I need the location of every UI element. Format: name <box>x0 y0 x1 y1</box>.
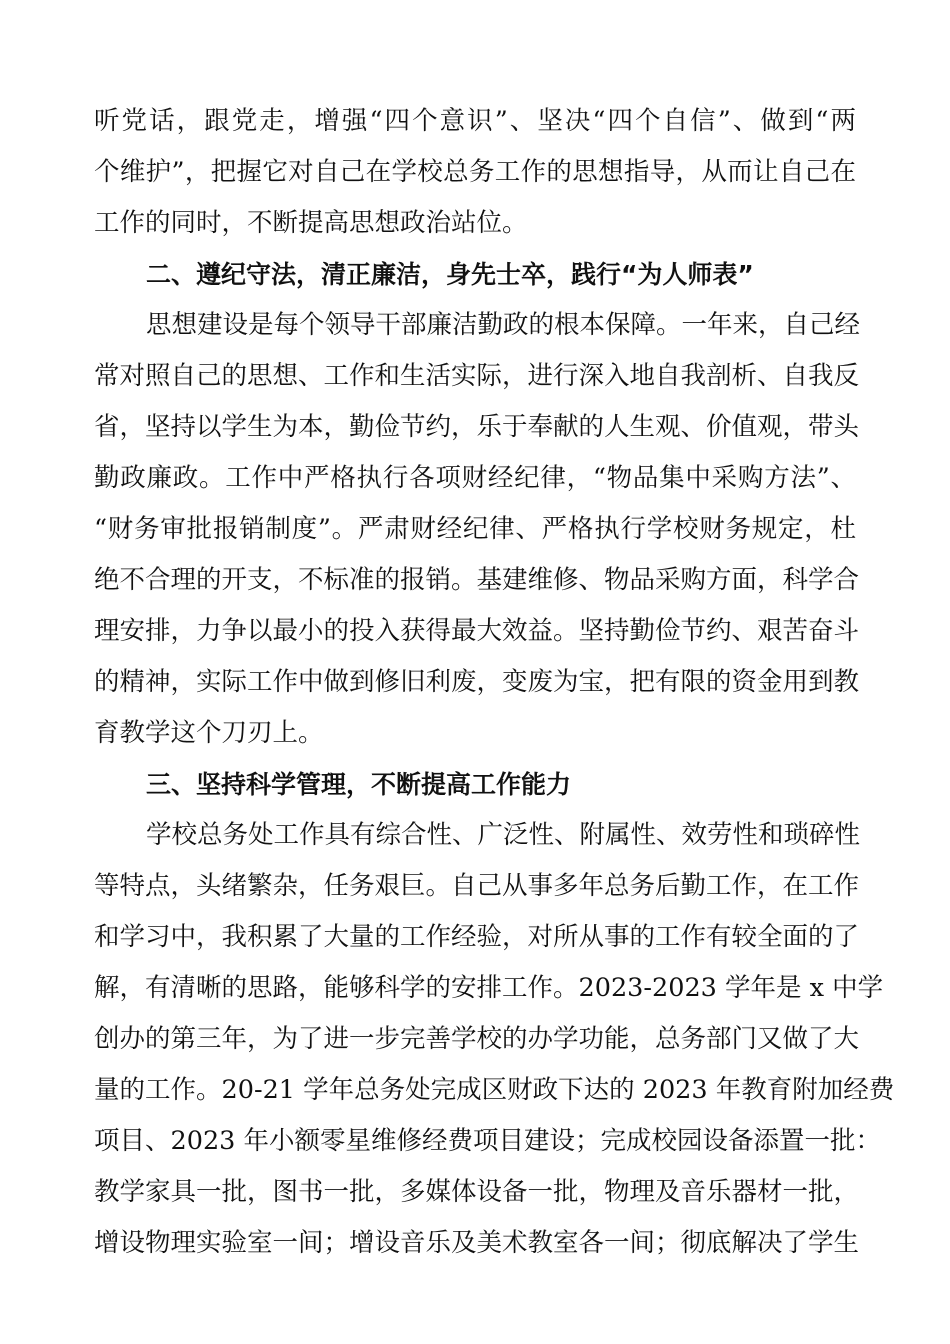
paragraph-2-line-6: 绝不合理的开支，不标准的报销。基建维修、物品采购方面，科学合 <box>94 565 860 595</box>
section-heading-3: 三、坚持科学管理，不断提高工作能力 <box>146 770 572 799</box>
section-heading-2: 二、遵纪守法，清正廉洁，身先士卒，践行“为人师表” <box>146 260 754 289</box>
paragraph-2-line-8: 的精神，实际工作中做到修旧利废，变废为宝，把有限的资金用到教 <box>94 667 860 697</box>
paragraph-3-line-1: 学校总务处工作具有综合性、广泛性、附属性、效劳性和琐碎性 <box>146 820 861 850</box>
paragraph-3-line-8: 教学家具一批，图书一批，多媒体设备一批，物理及音乐器材一批， <box>94 1177 860 1207</box>
paragraph-2-line-2: 常对照自己的思想、工作和生活实际，进行深入地自我剖析、自我反 <box>94 361 860 391</box>
paragraph-2-line-4: 勤政廉政。工作中严格执行各项财经纪律，“物品集中采购方法”、 <box>94 463 856 493</box>
paragraph-3-line-4: 解，有清晰的思路，能够科学的安排工作。2023-2023 学年是 x 中学 <box>94 973 884 1003</box>
paragraph-2-line-5: “财务审批报销制度”。严肃财经纪律、严格执行学校财务规定，杜 <box>94 514 856 544</box>
paragraph-2-line-9: 育教学这个刀刃上。 <box>94 718 324 748</box>
paragraph-1-line-3: 工作的同时，不断提高思想政治站位。 <box>94 208 528 238</box>
paragraph-3-line-2: 等特点，头绪繁杂，任务艰巨。自己从事多年总务后勤工作，在工作 <box>94 871 860 901</box>
paragraph-2-line-1: 思想建设是每个领导干部廉洁勤政的根本保障。一年来，自己经 <box>146 310 861 340</box>
paragraph-1-line-1: 听党话，跟党走，增强“四个意识”、坚决“四个自信”、做到“两 <box>94 106 856 136</box>
paragraph-3-line-6: 量的工作。20-21 学年总务处完成区财政下达的 2023 年教育附加经费 <box>94 1075 895 1105</box>
paragraph-3-line-5: 创办的第三年，为了进一步完善学校的办学功能，总务部门又做了大 <box>94 1024 860 1054</box>
paragraph-3-line-7: 项目、2023 年小额零星维修经费项目建设；完成校园设备添置一批： <box>94 1126 882 1156</box>
paragraph-3-line-3: 和学习中，我积累了大量的工作经验，对所从事的工作有较全面的了 <box>94 922 860 952</box>
paragraph-3-line-9: 增设物理实验室一间；增设音乐及美术教室各一间；彻底解决了学生 <box>94 1228 860 1258</box>
paragraph-2-line-7: 理安排，力争以最小的投入获得最大效益。坚持勤俭节约、艰苦奋斗 <box>94 616 860 646</box>
paragraph-2-line-3: 省，坚持以学生为本，勤俭节约，乐于奉献的人生观、价值观，带头 <box>94 412 860 442</box>
paragraph-1-line-2: 个维护”，把握它对自己在学校总务工作的思想指导，从而让自己在 <box>94 157 856 187</box>
